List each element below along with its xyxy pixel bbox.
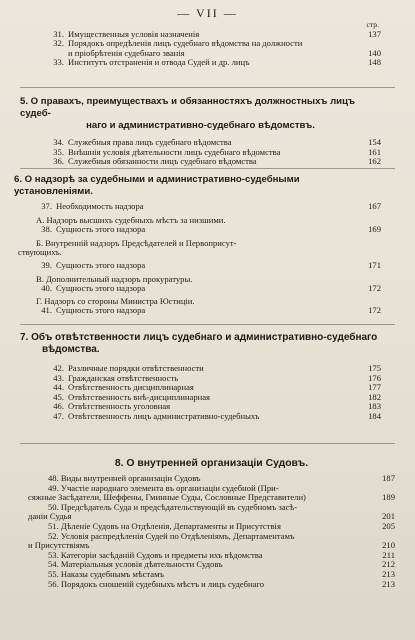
toc-entry: 53. Категоріи засѣданій Судовъ и предметы ихъ вѣдомства 211 <box>48 549 395 560</box>
subsection-v: В. Дополнительный надзоръ прокуратуры. <box>36 273 193 284</box>
section-divider <box>20 168 395 169</box>
toc-entry: 38. Сущность этого надзора 169 <box>41 224 381 235</box>
toc-entry: 43. Гражданская отвѣтственность 176 <box>53 372 381 383</box>
toc-entry: 51. Дѣленіе Судовъ на Отдѣленія, Департаменты и Присутствія 205 <box>48 520 395 531</box>
section-7-title-cont: вѣдомства. <box>42 344 100 355</box>
toc-entry: 54. Матеріальныя условія дѣятельности Судовъ 212 <box>48 559 395 570</box>
section-8-title: 8. О внутренней организаціи Судовъ. <box>114 458 309 469</box>
subsection-g: Г. Надзоръ со стороны Министра Юстиціи. <box>36 295 195 306</box>
toc-entry: 45. Отвѣтственность внѣ-дисциплинарная 182 <box>53 391 381 402</box>
toc-entry: 47. Отвѣтственность лицъ административно-судебныхъ 184 <box>53 410 381 421</box>
section-5-title-cont: наго и административно-судебнаго вѣдомствъ. <box>86 120 315 131</box>
toc-entry: 34. Служебныя права лицъ судебнаго вѣдомства 154 <box>53 137 381 147</box>
toc-entry-cont: и Присутствіямъ 210 <box>28 540 395 551</box>
toc-entry: 36. Служебныя обязанности лицъ судебнаго вѣдомства 162 <box>53 156 381 167</box>
toc-entry: 46. Отвѣтственность уголовная 183 <box>53 401 381 412</box>
toc-entry: 39. Сущность этого надзора 171 <box>41 259 381 270</box>
toc-entry: 37. Необходимость надзора 167 <box>41 201 381 211</box>
page-number-header: — VII — <box>177 6 238 20</box>
toc-entry-cont: сяжные Засѣдатели, Шеффены, Гминные Суды, Сословные Представители) 189 <box>28 492 395 503</box>
toc-entry: 44. Отвѣтственность дисциплинарная 177 <box>53 382 381 393</box>
toc-entry: 40. Сущность этого надзора 172 <box>41 283 381 294</box>
toc-block-top <box>20 20 381 68</box>
subsection-a: А. Надзоръ высшихъ судебныхъ мѣстъ за низшими. <box>36 214 226 225</box>
subsection-b: Б. Внутренній надзоръ Предсѣдателей и Первоприсут- <box>36 237 237 248</box>
toc-entry: 55. Наказы судебнымъ мѣстамъ 213 <box>48 568 395 579</box>
toc-entry: 52. Условія распредѣленія Судей по Отдѣленіямъ, Департаментамъ <box>48 531 295 541</box>
section-8 <box>28 457 395 589</box>
toc-entry: и пріобрѣтенія судебнаго званія 140 <box>68 47 381 58</box>
section-5-title: 5. О правахъ, преимуществахъ и обязанностяхъ должностныхъ лицъ судеб- <box>20 96 355 119</box>
toc-entry: 32. Порядокъ опредѣленія лицъ судебнаго вѣдомства на должности <box>53 38 303 49</box>
toc-entry: 49. Участіе народнаго элемента въ организаціи судебной (При- <box>48 483 279 493</box>
toc-entry: 41. Сущность этого надзора 172 <box>41 305 381 316</box>
section-7-title: 7. Объ отвѣтственности лицъ судебнаго и административно-судебнаго <box>20 332 378 343</box>
page-column-label: стр. <box>366 20 379 29</box>
toc-entry: 48. Виды внутренней организаціи Судовъ 187 <box>48 473 395 483</box>
subsection-b-cont: ствующихъ. <box>18 247 62 258</box>
toc-entry-cont: даніи Судья 201 <box>28 511 395 522</box>
toc-entry: 33. Институтъ отстраненія и отвода Судей и др. лицъ 148 <box>53 57 381 68</box>
toc-entry: 50. Предсѣдатель Суда и предсѣдательствующій въ судебномъ засѣ- <box>48 502 297 512</box>
toc-entry: 31. Имущественныя условія назначенія 137 <box>53 28 381 39</box>
section-divider <box>20 87 395 88</box>
toc-entry: 35. Внѣшнія условія дѣятельности лицъ судебнаго вѣдомства 161 <box>53 146 381 157</box>
section-6 <box>14 174 381 316</box>
section-6-title: 6. О надзорѣ за судебными и административно-судебными установленіями. <box>14 174 300 197</box>
section-divider <box>20 324 395 325</box>
toc-entry: 42. Различные порядки отвѣтственности 175 <box>53 363 381 373</box>
toc-entry: 56. Порядокъ сношеній судебныхъ мѣстъ и лицъ судебнаго 213 <box>48 578 395 589</box>
section-divider <box>20 443 395 444</box>
section-5 <box>20 96 381 167</box>
section-7 <box>20 332 381 422</box>
